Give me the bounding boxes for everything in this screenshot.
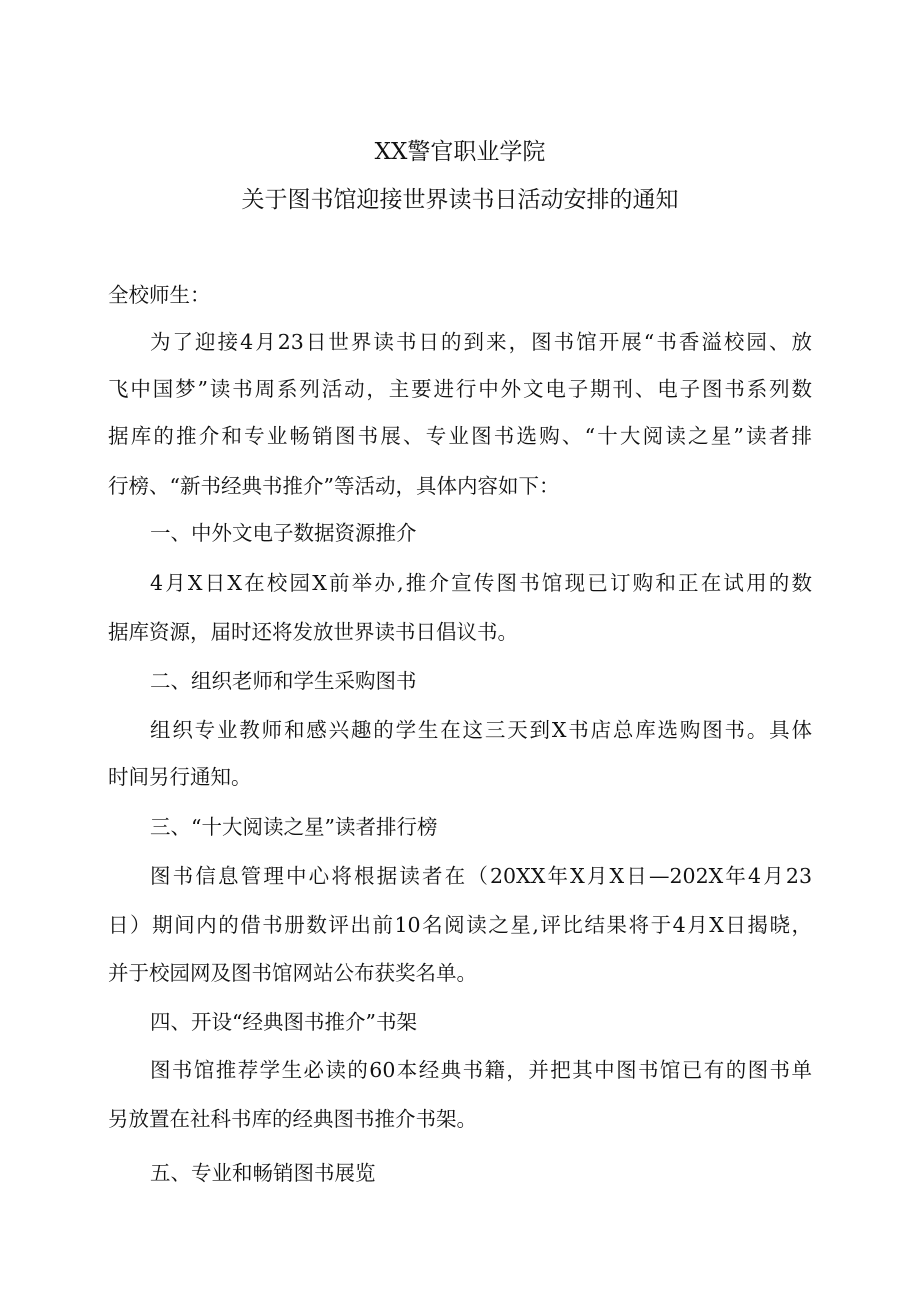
intro-line: 据库的推介和专业畅销图书展、专业图书选购、“十大阅读之星”读者排 [108,424,812,448]
section-heading: 二、组织老师和学生采购图书 [150,669,417,693]
notice-title: 关于图书馆迎接世界读书日活动安排的通知 [241,187,679,213]
intro-line: 飞中国梦”读书周系列活动，主要进行中外文电子期刊、电子图书系列数 [108,377,812,401]
section-body-line: 据库资源，届时还将发放世界读书日倡议书。 [108,620,518,644]
section-heading: 五、专业和畅销图书展览 [150,1161,376,1185]
section-body-line: 图书信息管理中心将根据读者在（20XX年X月X日—202X年4月23 [150,864,812,888]
section-body-line: 并于校园网及图书馆网站公布获奖名单。 [108,961,477,985]
school-name: XX警官职业学院 [374,139,546,165]
section-body-line: 4月X日X在校园X前举办,推介宣传图书馆现已订购和正在试用的数 [150,571,812,595]
section-heading: 一、中外文电子数据资源推介 [150,521,417,545]
section-heading: 四、开设“经典图书推介”书架 [150,1010,417,1034]
section-body-line: 图书馆推荐学生必读的60本经典书籍，并把其中图书馆已有的图书单 [150,1058,812,1082]
section-body-line: 另放置在社科书库的经典图书推介书架。 [108,1107,477,1131]
intro-line: 为了迎接4月23日世界读书日的到来，图书馆开展“书香溢校园、放 [150,330,812,354]
section-heading: 三、“十大阅读之星”读者排行榜 [150,815,438,839]
section-body-line: 组织专业教师和感兴趣的学生在这三天到X书店总库选购图书。具体 [150,718,812,742]
section-body-line: 日）期间内的借书册数评出前10名阅读之星,评比结果将于4月X日揭晓， [108,913,812,937]
intro-line: 行榜、“新书经典书推介”等活动，具体内容如下： [108,474,560,498]
section-body-line: 时间另行通知。 [108,765,252,789]
salutation: 全校师生： [108,283,211,307]
